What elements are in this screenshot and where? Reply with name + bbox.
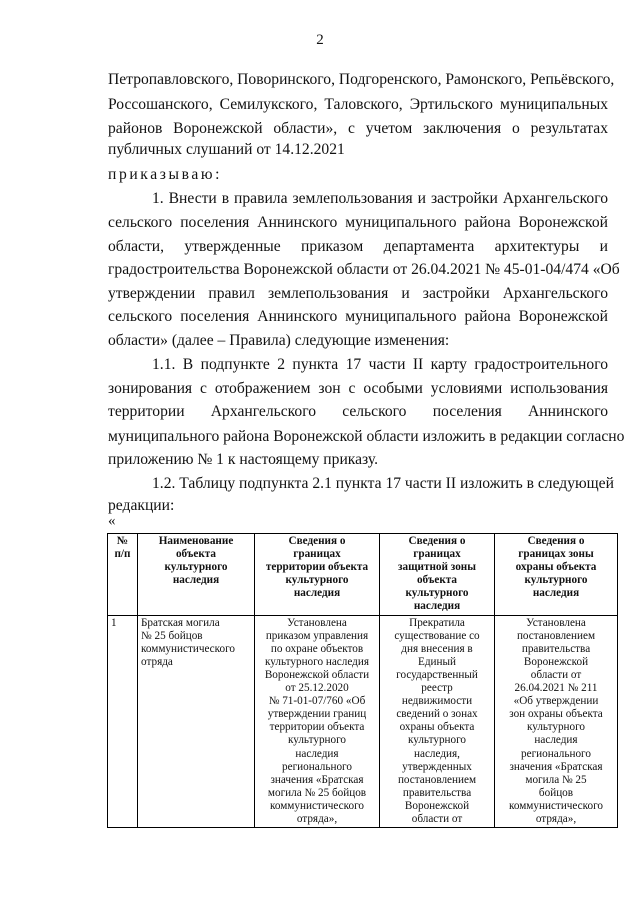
- cell-text-line: Воронежской: [404, 799, 470, 812]
- header-text-line: объекта: [416, 574, 458, 587]
- header-text-line: наследия: [413, 600, 461, 613]
- body-line: области, утвержденные приказом департамента архитектуры и: [108, 238, 608, 255]
- cell-text-line: культурного: [407, 734, 467, 747]
- header-text-line: №: [116, 535, 129, 547]
- cell-text-line: 1: [111, 616, 117, 629]
- header-text-line: Сведения о: [408, 535, 466, 547]
- cell-text-line: коммунистического: [508, 799, 604, 812]
- cell-text-line: отряда»,: [296, 812, 338, 825]
- table-cell: [255, 615, 380, 828]
- header-text-line: объекта: [175, 548, 217, 561]
- cell-text-line: значения «Братская: [270, 773, 364, 786]
- cell-text-line: утвержденных: [402, 760, 472, 773]
- page-number: 2: [316, 32, 324, 48]
- cell-text-line: наследия: [534, 734, 578, 747]
- table-header-cell: [255, 534, 380, 616]
- header-text-line: территории объекта: [265, 561, 369, 574]
- header-text-line: Наименование: [158, 535, 234, 547]
- opening-quote: «: [108, 513, 116, 529]
- cell-text-line: значения «Братская: [509, 760, 603, 773]
- cell-text-line: государственный: [396, 668, 478, 681]
- cell-text-line: Братская могила: [141, 616, 220, 629]
- cell-text-line: области от: [411, 812, 463, 825]
- cell-text-line: 26.04.2021 № 211: [514, 682, 598, 695]
- body-line: территории Архангельского сельского поселения Аннинского: [108, 403, 608, 420]
- cell-text-line: бойцов: [538, 786, 574, 799]
- header-text-line: культурного: [405, 587, 469, 600]
- cell-text-line: утверждении границ: [267, 708, 367, 721]
- table-cell: [380, 615, 495, 828]
- table-header-cell: [495, 534, 618, 616]
- cell-text-line: недвижимости: [401, 695, 473, 708]
- cell-text-line: постановлением: [516, 629, 596, 642]
- header-text-line: охраны объекта: [515, 561, 597, 574]
- table-row: [108, 615, 618, 828]
- cell-text-line: территории объекта: [269, 721, 365, 734]
- cell-text-line: приказом управления: [265, 629, 369, 642]
- cell-text-line: охраны объекта: [399, 721, 475, 734]
- body-line: области» (далее – Правила) следующие изменения:: [108, 332, 450, 349]
- cell-text-line: коммунистического: [269, 799, 365, 812]
- table-cell: [138, 615, 255, 828]
- table-header-cell: [138, 534, 255, 616]
- cell-text-line: № 25 бойцов: [141, 629, 203, 642]
- cell-text-line: существование со: [394, 629, 480, 642]
- table-cell: [108, 615, 138, 828]
- cell-text-line: наследия,: [414, 747, 460, 760]
- body-line: 1.1. В подпункте 2 пункта 17 части II карту градостроительного: [152, 356, 608, 373]
- cell-text-line: Воронежской области: [264, 668, 370, 681]
- cell-text-line: могила № 25 бойцов: [267, 786, 367, 799]
- body-line: 1.2. Таблицу подпункта 2.1 пункта 17 части II изложить в следующей: [152, 475, 614, 492]
- cell-text-line: «Об утверждении: [513, 695, 599, 708]
- cell-text-line: правительства: [402, 786, 472, 799]
- cell-text-line: реестр: [421, 682, 453, 695]
- cell-text-line: могила № 25: [525, 773, 587, 786]
- cell-text-line: от 25.12.2020: [285, 682, 349, 695]
- cell-text-line: области от: [530, 668, 582, 681]
- header-text-line: границах зоны: [518, 548, 594, 561]
- cell-text-line: № 71-01-07/760 «Об: [268, 695, 366, 708]
- header-text-line: границах: [293, 548, 341, 561]
- header-text-line: Сведения о: [288, 535, 346, 547]
- body-line: Россошанского, Семилукского, Таловского, Эртильского муниципальных: [108, 96, 608, 113]
- header-text-line: п/п: [114, 548, 131, 561]
- body-line: сельского поселения Аннинского муниципального района Воронежской: [108, 308, 608, 325]
- cell-text-line: культурного: [287, 734, 347, 747]
- cell-text-line: регионального: [521, 747, 591, 760]
- table-cell: [495, 615, 618, 828]
- cell-text-line: Прекратила: [409, 616, 465, 629]
- body-line: 1. Внести в правила землепользования и застройки Архангельского: [152, 190, 608, 207]
- cell-text-line: постановлением: [397, 773, 477, 786]
- header-text-line: наследия: [532, 587, 580, 600]
- body-line: редакции:: [108, 497, 175, 514]
- header-text-line: культурного: [285, 574, 349, 587]
- header-text-line: Сведения о: [527, 535, 585, 547]
- cell-text-line: сведений о зонах: [396, 708, 478, 721]
- cell-text-line: отряда: [141, 655, 173, 668]
- body-line: утверждении правил землепользования и застройки Архангельского: [108, 285, 608, 302]
- cell-text-line: отряда»,: [535, 812, 577, 825]
- body-line: Петропавловского, Поворинского, Подгоренского, Рамонского, Репьёвского,: [108, 71, 615, 88]
- body-line: муниципального района Воронежской области изложить в редакции согласно: [108, 428, 625, 445]
- cell-text-line: правительства: [521, 642, 591, 655]
- body-line: зонирования с отображением зон с особыми условиями использования: [108, 380, 608, 397]
- body-line: сельского поселения Аннинского муниципального района Воронежской: [108, 214, 608, 231]
- cell-text-line: культурного: [526, 721, 586, 734]
- cell-text-line: дня внесения в: [401, 642, 473, 655]
- heritage-objects-table: [107, 533, 618, 828]
- cell-text-line: по охране объектов: [270, 642, 364, 655]
- cell-text-line: Воронежской: [523, 655, 589, 668]
- header-text-line: наследия: [172, 574, 220, 587]
- body-line: районов Воронежской области», с учетом заключения о результатах: [108, 120, 608, 137]
- header-text-line: границах: [413, 548, 461, 561]
- table-header-row: [108, 534, 618, 616]
- cell-text-line: коммунистического: [141, 642, 236, 655]
- body-line: публичных слушаний от 14.12.2021: [108, 141, 345, 158]
- header-text-line: культурного: [524, 574, 588, 587]
- table-header-cell: [380, 534, 495, 616]
- body-line: градостроительства Воронежской области от 26.04.2021 № 45-01-04/474 «Об: [108, 261, 620, 278]
- table-header-cell: [108, 534, 138, 616]
- cell-text-line: наследия: [295, 747, 339, 760]
- header-text-line: культурного: [164, 561, 228, 574]
- cell-text-line: зон охраны объекта: [509, 708, 603, 721]
- cell-text-line: регионального: [282, 760, 352, 773]
- cell-text-line: Установлена: [526, 616, 586, 629]
- cell-text-line: Установлена: [287, 616, 347, 629]
- header-text-line: наследия: [293, 587, 341, 600]
- cell-text-line: Единый: [417, 655, 456, 668]
- cell-text-line: культурного наследия: [265, 655, 369, 668]
- body-line: приложению № 1 к настоящему приказу.: [108, 451, 379, 468]
- header-text-line: защитной зоны: [398, 561, 476, 574]
- body-line: приказываю:: [108, 166, 223, 183]
